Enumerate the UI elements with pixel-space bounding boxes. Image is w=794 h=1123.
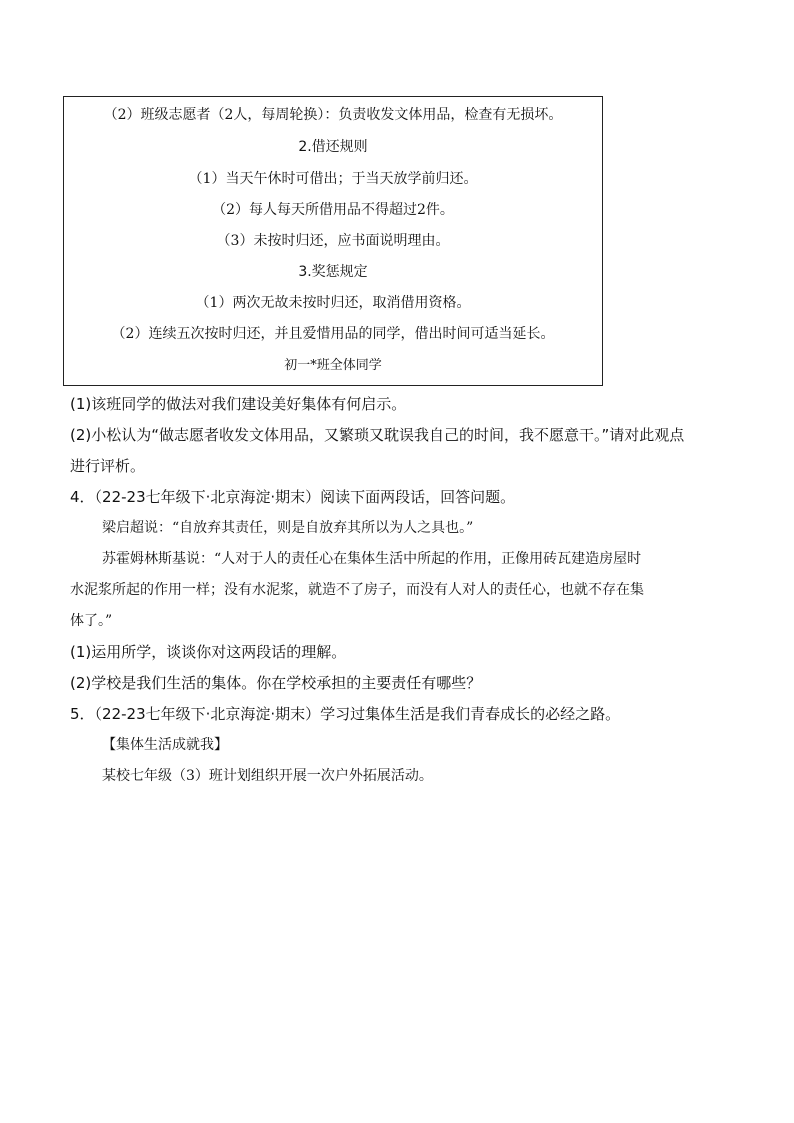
q4-sub1: (1)运用所学，谈谈你对这两段话的理解。: [70, 643, 347, 661]
q3-sub1: (1)该班同学的做法对我们建设美好集体有何启示。: [70, 395, 407, 413]
box-line-reward-1: （1）两次无故未按时归还，取消借用资格。: [195, 295, 471, 311]
q5-stem: 5．（22-23七年级下·北京海淀·期末）学习过集体生活是我们青春成长的必经之路。: [70, 705, 621, 723]
rules-box: [63, 96, 603, 386]
q4-quote-sukhomlinsky-line1: 苏霍姆林斯基说：“人对于人的责任心在集体生活中所起的作用，正像用砖瓦建造房屋时: [102, 551, 642, 567]
box-line-borrow-2: （2）每人每天所借用品不得超过2件。: [212, 202, 454, 218]
box-line-volunteer: （2）班级志愿者（2人，每周轮换）：负责收发文体用品，检查有无损坏。: [103, 107, 563, 123]
q3-sub2-line1: (2)小松认为“做志愿者收发文体用品，又繁琐又耽误我自己的时间，我不愿意干。”请对此观点: [70, 426, 685, 444]
q4-sub2: (2)学校是我们生活的集体。你在学校承担的主要责任有哪些？: [70, 674, 482, 692]
q4-quote-sukhomlinsky-line2: 水泥浆所起的作用一样；没有水泥浆，就造不了房子，而没有人对人的责任心，也就不存在集: [70, 582, 644, 598]
box-line-borrow-1: （1）当天午休时可借出；于当天放学前归还。: [188, 171, 478, 187]
box-heading-borrow-rules: 2.借还规则: [298, 139, 368, 155]
box-heading-reward-rules: 3.奖惩规定: [298, 264, 368, 280]
box-signature: 初一*班全体同学: [284, 358, 382, 373]
q4-stem: 4．（22-23七年级下·北京海淀·期末）阅读下面两段话，回答问题。: [70, 488, 516, 506]
q3-sub2-line2: 进行评析。: [70, 457, 146, 475]
q4-quote-sukhomlinsky-line3: 体了。”: [70, 613, 113, 629]
box-line-reward-2: （2）连续五次按时归还，并且爱惜用品的同学，借出时间可适当延长。: [111, 326, 555, 342]
q4-quote-liang: 梁启超说：“自放弃其责任，则是自放弃其所以为人之具也。”: [102, 520, 474, 536]
box-line-borrow-3: （3）未按时归还，应书面说明理由。: [216, 233, 450, 249]
q5-text: 某校七年级（3）班计划组织开展一次户外拓展活动。: [102, 768, 433, 784]
q5-section-heading: 【集体生活成就我】: [102, 737, 228, 753]
